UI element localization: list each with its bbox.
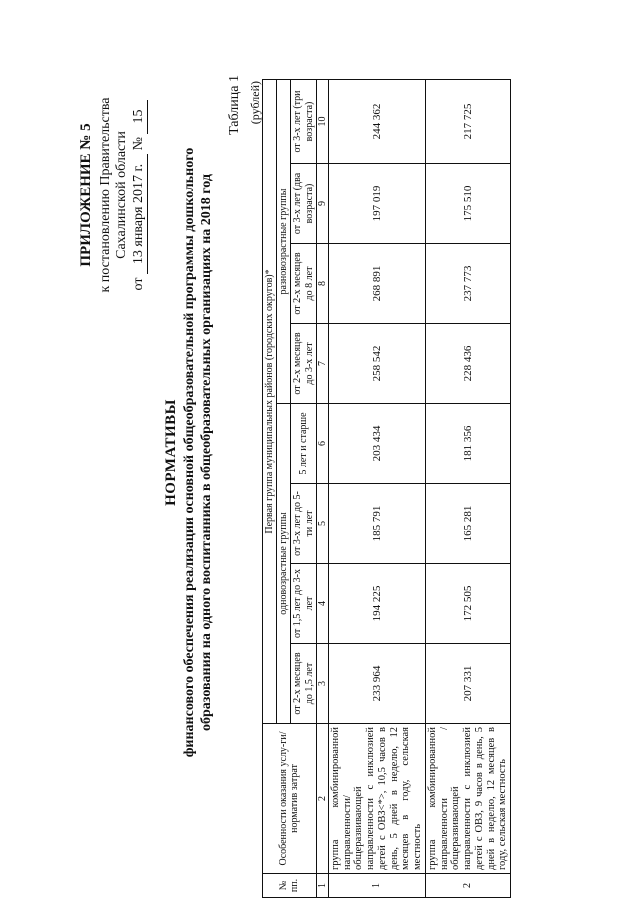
index-cell: 4 bbox=[316, 564, 328, 644]
row-description: группа комбинированной направленности/ общеразвивающей направленности с инклюзией детей с ОВЗ<*>, 10,5 часов в день, 5 дней в неделю, 12 месяцев в году, сельская местность bbox=[328, 724, 425, 874]
value-cell: 185 791 bbox=[328, 484, 425, 564]
value-cell: 194 225 bbox=[328, 564, 425, 644]
value-cell: 217 725 bbox=[425, 79, 510, 163]
document-subtitle-line-2: образования на одного воспитанника в общеобразовательных организациях на 2018 год bbox=[199, 174, 214, 731]
appendix-line-2: Сахалинской области bbox=[114, 131, 129, 259]
value-cell: 258 542 bbox=[328, 324, 425, 404]
value-cell: 203 434 bbox=[328, 404, 425, 484]
header-col-5: от 3-х лет до 5-ти лет bbox=[291, 484, 316, 564]
index-cell: 7 bbox=[316, 324, 328, 404]
appendix-date-line bbox=[131, 45, 148, 345]
index-cell: 5 bbox=[316, 484, 328, 564]
appendix-title: ПРИЛОЖЕНИЕ № 5 bbox=[78, 123, 94, 267]
number-label: № bbox=[131, 137, 146, 151]
header-same-age: одновозрастные группы bbox=[277, 404, 291, 724]
row-number: 2 bbox=[425, 874, 510, 898]
document-subtitle-line-1: финансового обеспечения реализации основной общеобразовательной программы дошкольного bbox=[182, 147, 197, 758]
table-row bbox=[328, 79, 425, 897]
header-col-6: 5 лет и старше bbox=[291, 404, 316, 484]
row-number: 1 bbox=[328, 874, 425, 898]
value-cell: 244 362 bbox=[328, 79, 425, 163]
index-cell: 8 bbox=[316, 244, 328, 324]
value-cell: 207 331 bbox=[425, 644, 510, 724]
header-num: № пп. bbox=[263, 874, 317, 898]
norms-table bbox=[262, 79, 511, 898]
header-group-first: Первая группа муниципальных районов (городских округов)* bbox=[263, 79, 277, 723]
table-row bbox=[425, 79, 510, 897]
header-col-10: от 3-х лет (три возраста) bbox=[291, 79, 316, 163]
value-cell: 172 505 bbox=[425, 564, 510, 644]
value-cell: 165 281 bbox=[425, 484, 510, 564]
document-title: НОРМАТИВЫ bbox=[163, 399, 179, 506]
header-mixed-age: разновозрастные группы bbox=[277, 79, 291, 403]
header-col-7: от 2-х месяцев до 3-х лет bbox=[291, 324, 316, 404]
value-cell: 181 356 bbox=[425, 404, 510, 484]
header-col-4: от 1,5 лет до 3-х лет bbox=[291, 564, 316, 644]
value-cell: 197 019 bbox=[328, 164, 425, 244]
value-cell: 233 964 bbox=[328, 644, 425, 724]
index-cell: 9 bbox=[316, 164, 328, 244]
index-cell: 10 bbox=[316, 79, 328, 163]
appendix-date: 13 января 2017 г. bbox=[131, 154, 148, 274]
from-label: от bbox=[131, 277, 146, 291]
table-label: Таблица 1 bbox=[227, 75, 242, 135]
appendix-line-1: к постановлению Правительства bbox=[98, 97, 113, 293]
header-col-3: от 2-х месяцев до 1,5 лет bbox=[291, 644, 316, 724]
value-cell: 237 773 bbox=[425, 244, 510, 324]
column-index-row bbox=[316, 79, 328, 897]
header-feature: Особенности оказания услу-ги/норматив затрат bbox=[263, 724, 317, 874]
header-col-8: от 2-х месяцев до 8 лет bbox=[291, 244, 316, 324]
header-col-9: от 3-х лет (два возраста) bbox=[291, 164, 316, 244]
index-cell: 6 bbox=[316, 404, 328, 484]
index-cell: 2 bbox=[316, 724, 328, 874]
header-row-1 bbox=[263, 79, 277, 897]
appendix-number: 15 bbox=[131, 100, 148, 134]
unit-label: (рублей) bbox=[248, 81, 262, 125]
index-cell: 3 bbox=[316, 644, 328, 724]
index-cell: 1 bbox=[316, 874, 328, 898]
row-description: группа комбинированной направленности / общеразвивающей направленности с инклюзией детей с ОВЗ, 9 часов в день, 5 дней в неделю, 12 месяцев в году, сельская местность bbox=[425, 724, 510, 874]
value-cell: 175 510 bbox=[425, 164, 510, 244]
value-cell: 228 436 bbox=[425, 324, 510, 404]
value-cell: 268 891 bbox=[328, 244, 425, 324]
